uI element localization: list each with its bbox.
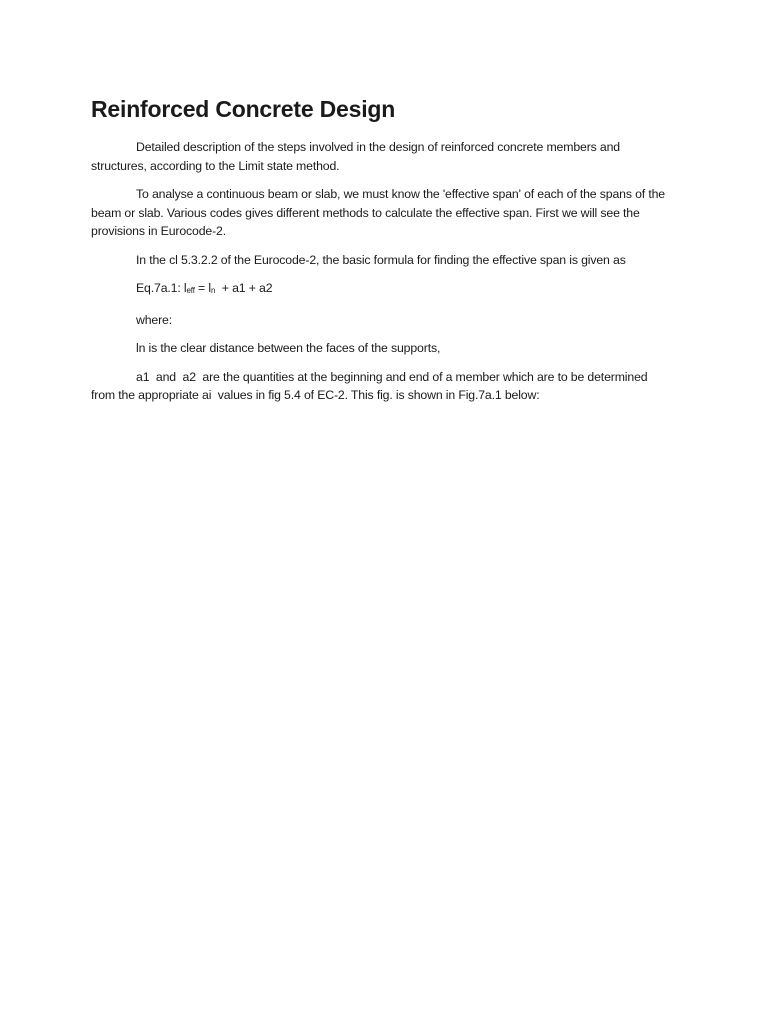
equation-7a1 bbox=[91, 279, 671, 301]
paragraph-intro: Detailed description of the steps involved in the design of reinforced concrete members and structures, according to the Limit state method. bbox=[91, 140, 620, 173]
paragraph-a1-a2-definition: a1 and a2 are the quantities at the beginning and end of a member which are to be determined from the appropriate ai values in fig 5.4 of EC-2. This fig. is shown in Fig.7a.1 below: bbox=[91, 369, 651, 402]
equation-end: + a1 + a2 bbox=[215, 281, 273, 295]
equation-subscript-n: n bbox=[210, 286, 216, 295]
equation-label: Eq.7a.1: l bbox=[136, 281, 187, 295]
document-page bbox=[91, 94, 671, 415]
paragraph-eurocode-clause: In the cl 5.3.2.2 of the Eurocode-2, the basic formula for finding the effective span is given as bbox=[136, 252, 626, 267]
paragraph-where: where: bbox=[136, 312, 173, 327]
equation-middle: = l bbox=[194, 281, 211, 295]
paragraph-effective-span: To analyse a continuous beam or slab, we must know the 'effective span' of each of the spans of the beam or slab. Various codes gives different methods to calculate the effective span. First we will see the provisions in Eurocode-2. bbox=[91, 187, 665, 238]
paragraph-ln-definition: ln is the clear distance between the faces of the supports, bbox=[136, 341, 441, 355]
page-title: Reinforced Concrete Design bbox=[91, 96, 396, 122]
equation-subscript-eff: eff bbox=[186, 286, 195, 295]
